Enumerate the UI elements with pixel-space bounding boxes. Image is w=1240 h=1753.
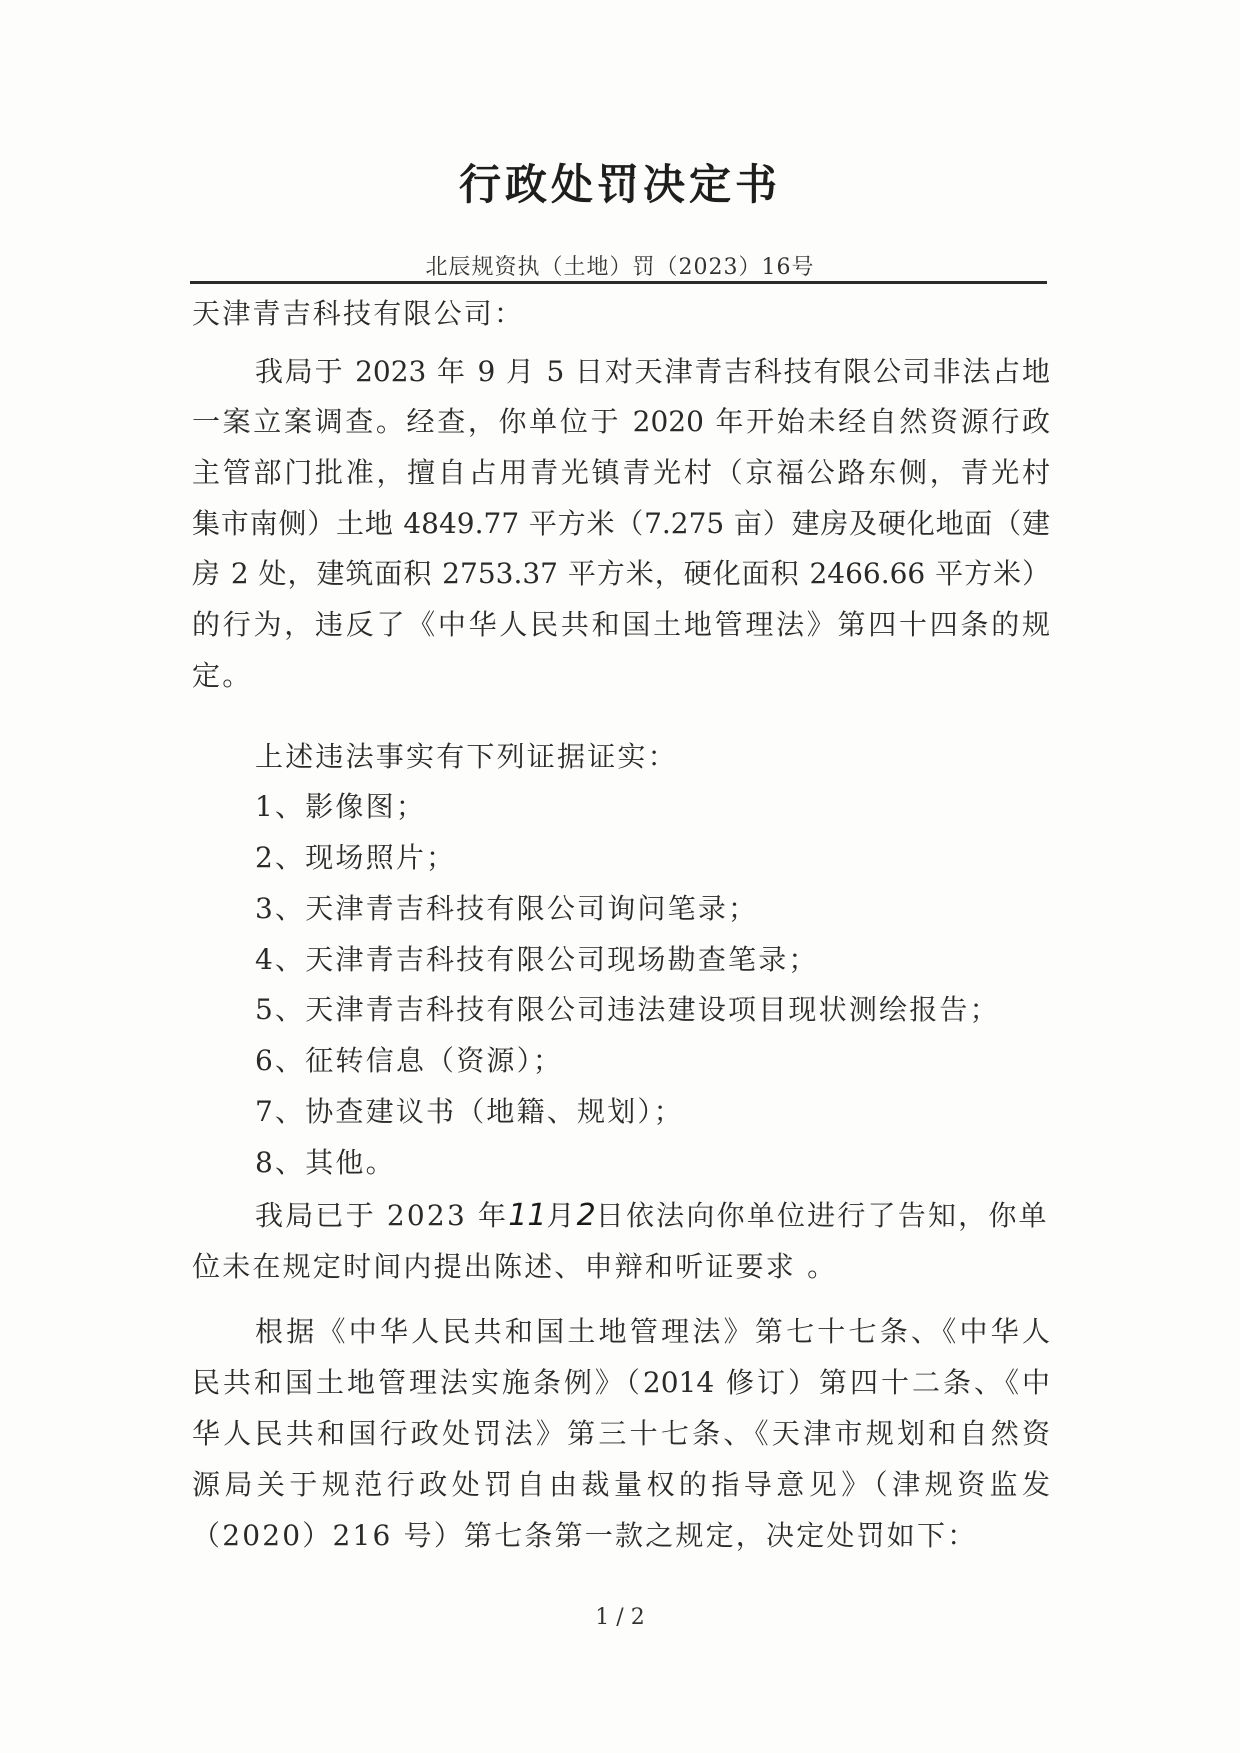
evidence-item-1: 1、影像图； [255, 790, 427, 823]
page-number: 1 / 2 [595, 1605, 645, 1630]
handwritten-day: 2 [576, 1198, 596, 1233]
paragraph-1-line-3: 主管部门批准，擅自占用青光镇青光村（京福公路东侧，青光村 [192, 456, 1050, 489]
basis-line-2: 民共和国土地管理法实施条例》（2014 修订）第四十二条、《中 [192, 1366, 1050, 1399]
notice-line-2: 位未在规定时间内提出陈述、申辩和听证要求 。 [192, 1250, 838, 1283]
recipient-line: 天津青吉科技有限公司： [192, 297, 525, 330]
basis-line-3: 华人民共和国行政处罚法》第三十七条、《天津市规划和自然资 [192, 1417, 1050, 1450]
basis-line-4: 源局关于规范行政处罚自由裁量权的指导意见》（津规资监发 [192, 1468, 1050, 1501]
evidence-item-6: 6、征转信息（资源）； [255, 1044, 564, 1077]
evidence-item-2: 2、现场照片； [255, 841, 457, 874]
notice-month-unit: 月 [546, 1199, 577, 1232]
paragraph-1-line-1: 我局于 2023 年 9 月 5 日对天津青吉科技有限公司非法占地 [255, 355, 1050, 388]
paragraph-1-line-7: 定。 [192, 659, 253, 692]
handwritten-month: 11 [508, 1198, 547, 1233]
notice-suffix: 日依法向你单位进行了告知，你单 [595, 1199, 1049, 1232]
document-title: 行政处罚决定书 [458, 160, 781, 209]
evidence-item-8: 8、其他。 [255, 1146, 396, 1179]
paragraph-1-line-4: 集市南侧）土地 4849.77 平方米（7.275 亩）建房及硬化地面（建 [192, 507, 1050, 540]
document-number: 北辰规资执（土地）罚（2023）16号 [425, 255, 815, 280]
paragraph-1-line-5: 房 2 处，建筑面积 2753.37 平方米，硬化面积 2466.66 平方米） [192, 557, 1050, 590]
evidence-item-3: 3、天津青吉科技有限公司询问笔录； [255, 892, 759, 925]
evidence-intro: 上述违法事实有下列证据证实： [255, 740, 678, 773]
notice-prefix: 我局已于 2023 年 [255, 1199, 509, 1232]
notice-line-1 [255, 1199, 1049, 1233]
paragraph-1-line-2: 一案立案调查。经查，你单位于 2020 年开始未经自然资源行政 [192, 405, 1050, 438]
evidence-item-7: 7、协查建议书（地籍、规划）； [255, 1095, 684, 1128]
basis-line-5: （2020）216 号）第七条第一款之规定，决定处罚如下： [192, 1519, 978, 1552]
basis-line-1: 根据《中华人民共和国土地管理法》第七十七条、《中华人 [255, 1315, 1050, 1348]
evidence-item-5: 5、天津青吉科技有限公司违法建设项目现状测绘报告； [255, 993, 1000, 1026]
paragraph-1-line-6: 的行为，违反了《中华人民共和国土地管理法》第四十四条的规 [192, 608, 1050, 641]
header-divider [190, 281, 1047, 284]
evidence-item-4: 4、天津青吉科技有限公司现场勘查笔录； [255, 943, 819, 976]
